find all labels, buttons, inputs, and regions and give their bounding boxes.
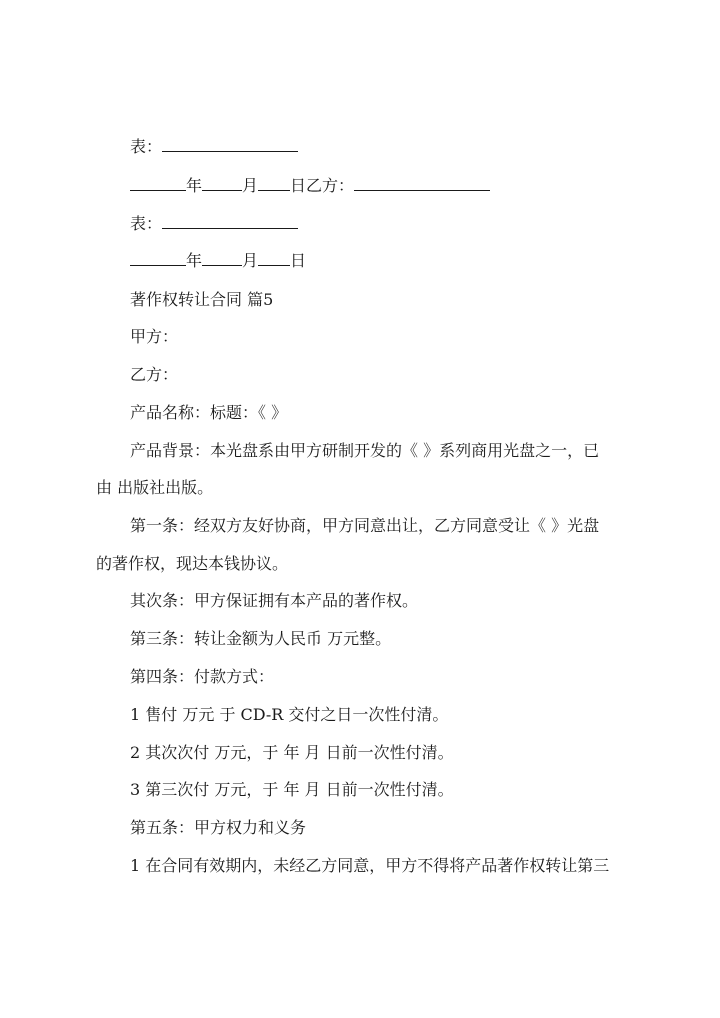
representative-label: 表：: [130, 137, 163, 156]
date-line: [0, 250, 720, 272]
year-blank: [130, 175, 186, 191]
month-blank: [202, 250, 242, 266]
month-label: 月: [242, 251, 259, 270]
day-blank: [258, 175, 290, 191]
payment-item-1: 1 售付 万元 于 CD-R 交付之日一次性付清。: [130, 705, 449, 724]
party-a-line: 甲方：: [130, 327, 179, 346]
product-background-line-1: 产品背景：本光盘系由甲方研制开发的《 》系列商用光盘之一，已: [130, 441, 600, 460]
signature-blank: [162, 213, 298, 229]
rights-item-1: 1 在合同有效期内，未经乙方同意，甲方不得将产品著作权转让第三: [130, 856, 610, 875]
representative-line-1: [0, 136, 720, 158]
representative-label: 表：: [130, 214, 163, 233]
article-5-line: 第五条：甲方权力和义务: [130, 818, 307, 837]
day-blank: [258, 250, 290, 266]
party-b-line: 乙方：: [130, 365, 179, 384]
payment-item-3: 3 第三次付 万元，于 年 月 日前一次性付清。: [130, 780, 454, 799]
month-label: 月: [242, 176, 259, 195]
signature-blank: [162, 136, 298, 152]
date-party-b-line: [0, 175, 720, 197]
article-1-line-1: 第一条：经双方友好协商，甲方同意出让，乙方同意受让《 》光盘: [130, 516, 600, 535]
payment-item-2: 2 其次次付 万元，于 年 月 日前一次性付清。: [130, 743, 454, 762]
day-party-b-label: 日乙方：: [290, 176, 355, 195]
article-2-line: 其次条：甲方保证拥有本产品的著作权。: [130, 591, 419, 610]
contract-title: 著作权转让合同 篇5: [130, 290, 274, 309]
article-3-line: 第三条：转让金额为人民币 万元整。: [130, 629, 392, 648]
article-4-line: 第四条：付款方式：: [130, 667, 275, 686]
year-blank: [130, 250, 186, 266]
year-label: 年: [186, 251, 203, 270]
product-background-line-2: 由 出版社出版。: [96, 478, 214, 497]
day-label: 日: [290, 251, 307, 270]
party-b-blank: [354, 175, 490, 191]
representative-line-2: [0, 213, 720, 235]
month-blank: [202, 175, 242, 191]
year-label: 年: [186, 176, 203, 195]
article-1-line-2: 的著作权，现达本钱协议。: [96, 554, 289, 573]
product-name-line: 产品名称：标题：《 》: [130, 403, 288, 422]
